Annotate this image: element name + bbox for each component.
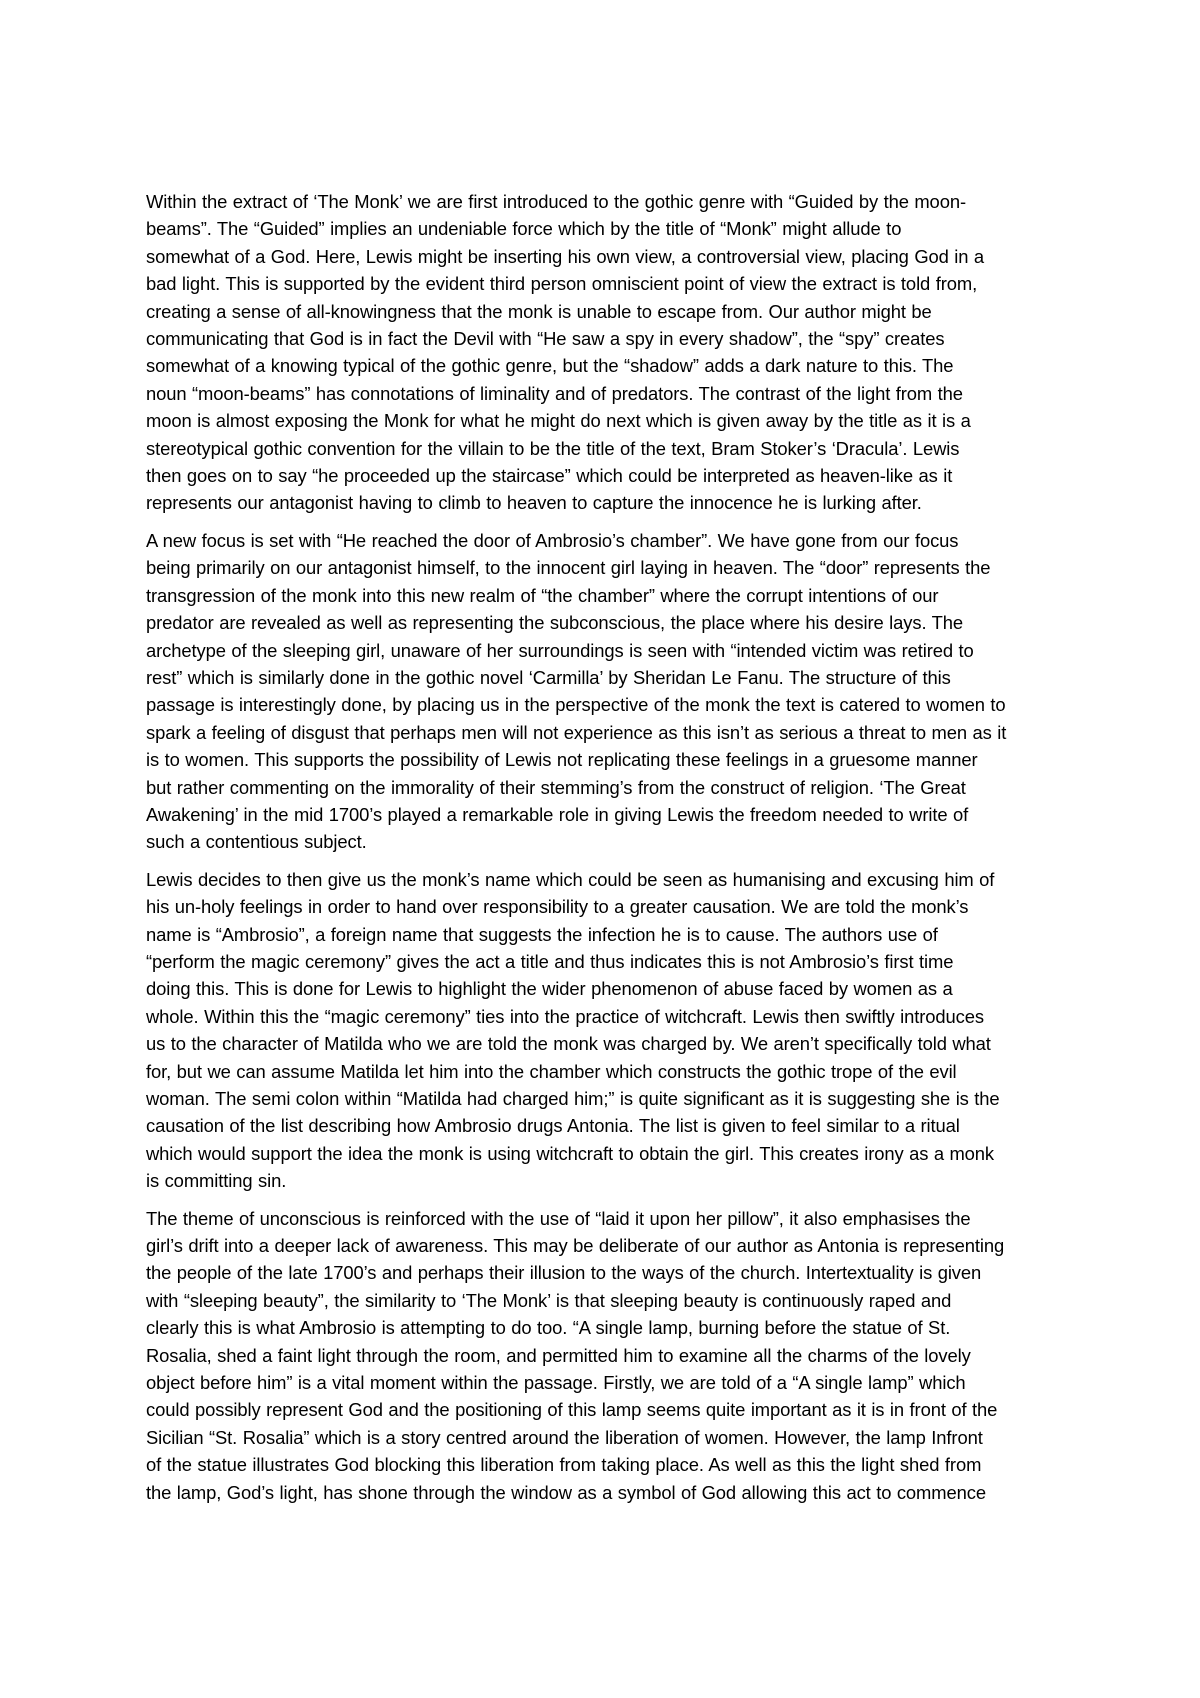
text-line: causation of the list describing how Ambrosio drugs Antonia. The list is given to feel similar to a ritual	[146, 1115, 960, 1137]
text-line: transgression of the monk into this new realm of “the chamber” where the corrupt intentions of our	[146, 584, 939, 606]
paragraph-2	[146, 527, 1058, 856]
text-line: the people of the late 1700’s and perhaps their illusion to the ways of the church. Intertextuality is given	[146, 1262, 982, 1284]
text-line: “perform the magic ceremony” gives the act a title and thus indicates this is not Ambrosio’s first time	[146, 950, 954, 972]
text-line: for, but we can assume Matilda let him into the chamber which constructs the gothic trope of the evil	[146, 1060, 957, 1082]
text-line: beams”. The “Guided” implies an undeniable force which by the title of “Monk” might allude to	[146, 218, 902, 240]
paragraph-3	[146, 866, 1058, 1195]
text-line: of the statue illustrates God blocking this liberation from taking place. As well as this the light shed from	[146, 1454, 982, 1476]
text-line: Rosalia, shed a faint light through the room, and permitted him to examine all the charms of the lovely	[146, 1344, 971, 1366]
text-line: moon is almost exposing the Monk for what he might do next which is given away by the title as it is a	[146, 410, 971, 432]
text-line: Awakening’ in the mid 1700’s played a remarkable role in giving Lewis the freedom needed to write of	[146, 803, 969, 825]
text-line: such a contentious subject.	[146, 831, 367, 853]
text-line: could possibly represent God and the positioning of this lamp seems quite important as it is in front of the	[146, 1399, 998, 1421]
text-line: Sicilian “St. Rosalia” which is a story centred around the liberation of women. However, the lamp Infront	[146, 1426, 983, 1448]
text-line: is committing sin.	[146, 1170, 287, 1192]
paragraph-4	[146, 1205, 1058, 1506]
text-line: being primarily on our antagonist himself, to the innocent girl laying in heaven. The “door” represents the	[146, 557, 991, 579]
essay-body	[146, 188, 1058, 1516]
text-line: communicating that God is in fact the Devil with “He saw a spy in every shadow”, the “spy” creates	[146, 328, 945, 350]
text-line: whole. Within this the “magic ceremony” ties into the practice of witchcraft. Lewis then swiftly introduces	[146, 1005, 985, 1027]
text-line: The theme of unconscious is reinforced with the use of “laid it upon her pillow”, it also emphasises the	[146, 1207, 971, 1229]
text-line: spark a feeling of disgust that perhaps men will not experience as this isn’t as serious a threat to men as it	[146, 721, 1007, 743]
text-line: A new focus is set with “He reached the door of Ambrosio’s chamber”. We have gone from our focus	[146, 529, 959, 551]
text-line: stereotypical gothic convention for the villain to be the title of the text, Bram Stoker’s ‘Dracula’. Lewis	[146, 437, 960, 459]
text-line: name is “Ambrosio”, a foreign name that suggests the infection he is to cause. The authors use of	[146, 923, 938, 945]
text-line: Lewis decides to then give us the monk’s name which could be seen as humanising and excusing him of	[146, 868, 995, 890]
text-line: clearly this is what Ambrosio is attempting to do too. “A single lamp, burning before the statue of St.	[146, 1317, 951, 1339]
text-line: is to women. This supports the possibility of Lewis not replicating these feelings in a gruesome manner	[146, 749, 978, 771]
text-line: somewhat of a God. Here, Lewis might be inserting his own view, a controversial view, placing God in a	[146, 245, 985, 267]
text-line: doing this. This is done for Lewis to highlight the wider phenomenon of abuse faced by women as a	[146, 978, 953, 1000]
paragraph-1	[146, 188, 1058, 517]
text-line: woman. The semi colon within “Matilda had charged him;” is quite significant as it is suggesting she is the	[146, 1088, 1000, 1109]
text-line: Within the extract of ‘The Monk’ we are first introduced to the gothic genre with “Guided by the moon-	[146, 191, 966, 212]
text-line: then goes on to say “he proceeded up the staircase” which could be interpreted as heaven-like as it	[146, 465, 953, 487]
text-line: bad light. This is supported by the evident third person omniscient point of view the extract is told from,	[146, 273, 978, 295]
text-line: his un-holy feelings in order to hand over responsibility to a greater causation. We are told the monk’s	[146, 896, 969, 918]
text-line: which would support the idea the monk is using witchcraft to obtain the girl. This creates irony as a monk	[146, 1142, 995, 1164]
text-line: noun “moon-beams” has connotations of liminality and of predators. The contrast of the light from the	[146, 382, 963, 404]
text-line: somewhat of a knowing typical of the gothic genre, but the “shadow” adds a dark nature to this. The	[146, 355, 954, 377]
text-line: girl’s drift into a deeper lack of awareness. This may be deliberate of our author as Antonia is representing	[146, 1235, 1005, 1257]
text-line: us to the character of Matilda who we are told the monk was charged by. We aren’t specifically told what	[146, 1033, 991, 1055]
text-line: but rather commenting on the immorality of their stemming’s from the construct of religion. ‘The Great	[146, 776, 966, 798]
text-line: rest” which is similarly done in the gothic novel ‘Carmilla’ by Sheridan Le Fanu. The structure of this	[146, 666, 951, 688]
text-line: the lamp, God’s light, has shone through the window as a symbol of God allowing this act to commence	[146, 1481, 986, 1503]
text-line: with “sleeping beauty”, the similarity to ‘The Monk’ is that sleeping beauty is continuously raped and	[146, 1289, 952, 1311]
text-line: archetype of the sleeping girl, unaware of her surroundings is seen with “intended victim was retired to	[146, 639, 974, 661]
text-line: creating a sense of all-knowingness that the monk is unable to escape from. Our author might be	[146, 300, 932, 322]
text-line: passage is interestingly done, by placing us in the perspective of the monk the text is catered to women to	[146, 694, 1006, 716]
text-line: represents our antagonist having to climb to heaven to capture the innocence he is lurking after.	[146, 492, 922, 514]
text-line: object before him” is a vital moment within the passage. Firstly, we are told of a “A single lamp” which	[146, 1372, 966, 1394]
text-line: predator are revealed as well as representing the subconscious, the place where his desire lays. The	[146, 612, 964, 634]
